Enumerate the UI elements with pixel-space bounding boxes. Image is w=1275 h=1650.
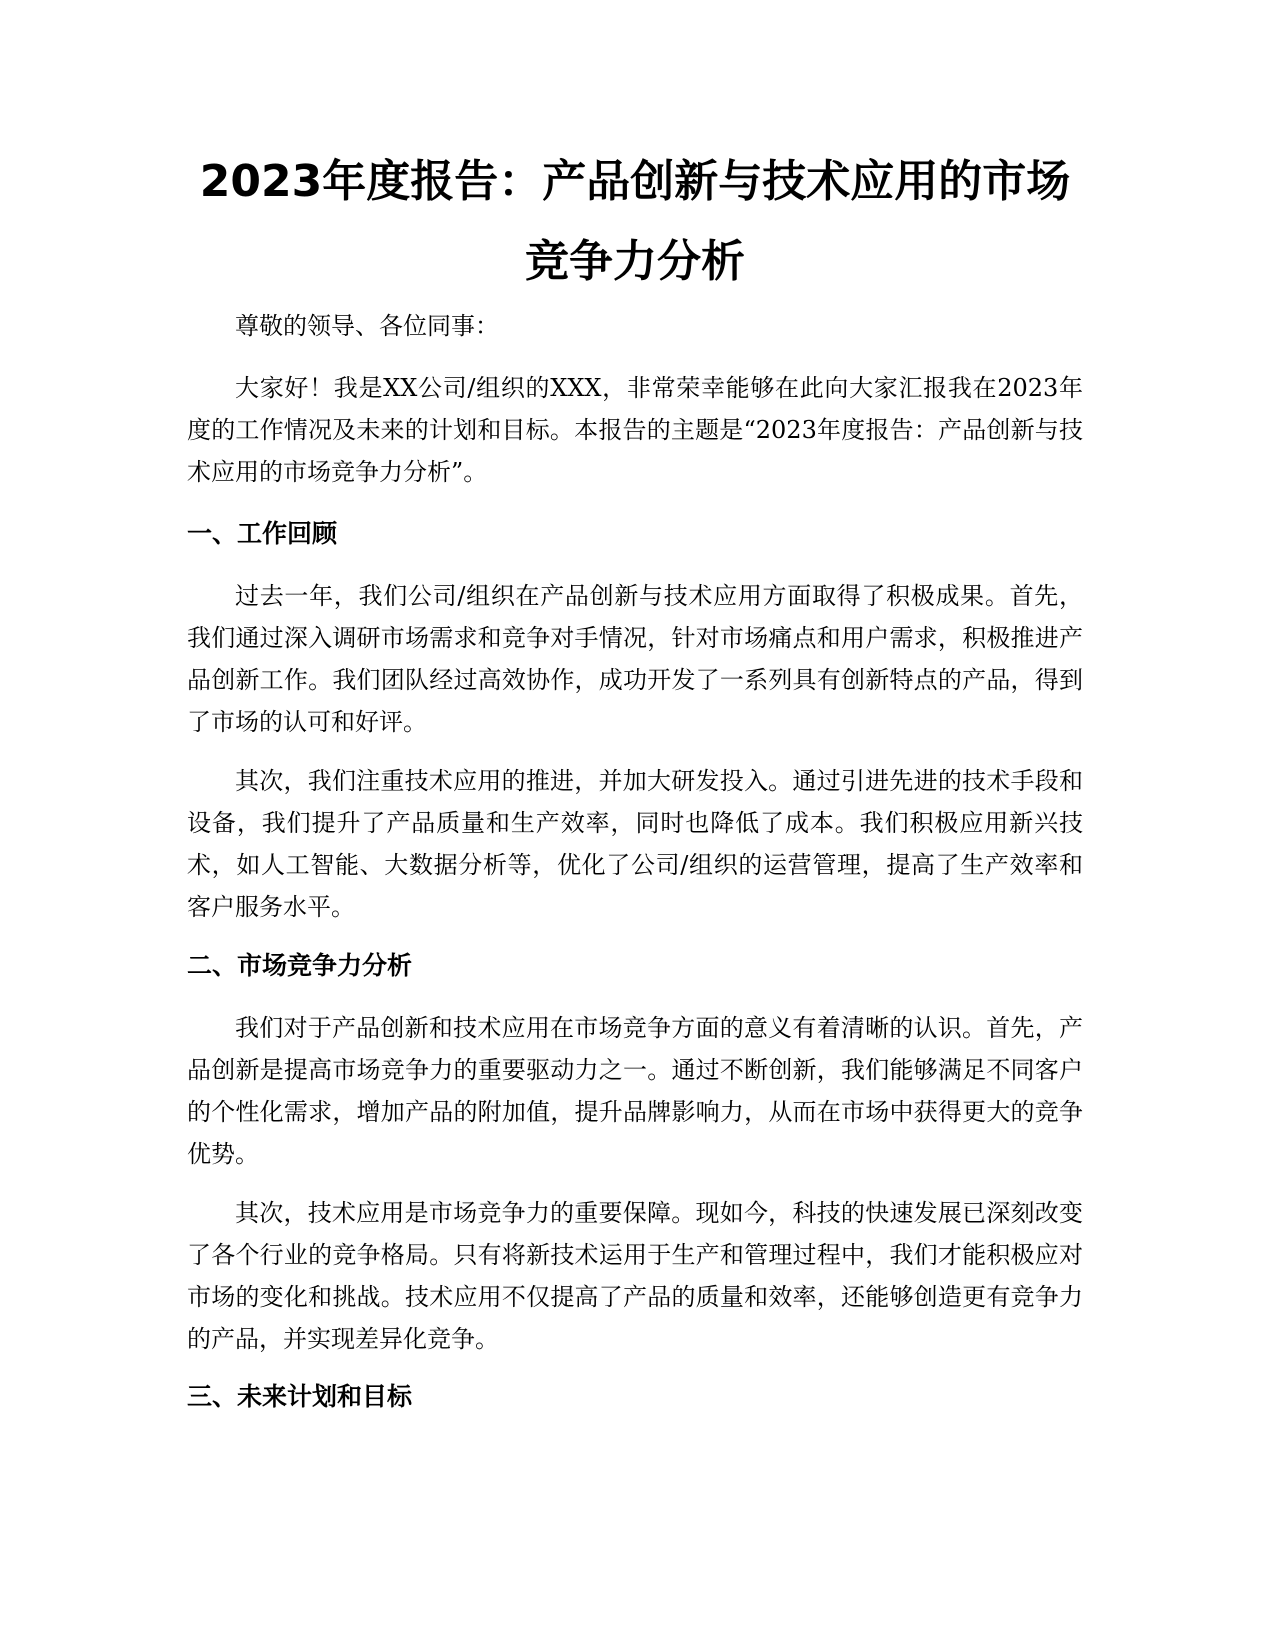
section-heading-work-review: 一、工作回顾 (187, 519, 338, 548)
market-analysis-paragraph-2: 其次，技术应用是市场竞争力的重要保障。现如今，科技的快速发展已深刻改变了各个行业的竞争格局。只有将新技术运用于生产和管理过程中，我们才能积极应对市场的变化和挑战。技术应用不仅提高了产品的质量和效率，还能够创造更有竞争力的产品，并实现差异化竞争。 (187, 1199, 1083, 1353)
work-review-paragraph-1: 过去一年，我们公司/组织在产品创新与技术应用方面取得了积极成果。首先，我们通过深入调研市场需求和竞争对手情况，针对市场痛点和用户需求，积极推进产品创新工作。我们团队经过高效协作，成功开发了一系列具有创新特点的产品，得到了市场的认可和好评。 (187, 582, 1083, 736)
section-heading-future-plans: 三、未来计划和目标 (187, 1382, 413, 1411)
intro-paragraph: 大家好！我是XX公司/组织的XXX，非常荣幸能够在此向大家汇报我在2023年度的工作情况及未来的计划和目标。本报告的主题是“2023年度报告：产品创新与技术应用的市场竞争力分析”。 (187, 374, 1083, 486)
section-heading-market-analysis: 二、市场竞争力分析 (187, 951, 413, 980)
salutation: 尊敬的领导、各位同事： (235, 312, 499, 340)
document-title: 2023年度报告：产品创新与技术应用的市场竞争力分析 (199, 156, 1071, 287)
market-analysis-paragraph-1: 我们对于产品创新和技术应用在市场竞争方面的意义有着清晰的认识。首先，产品创新是提高市场竞争力的重要驱动力之一。通过不断创新，我们能够满足不同客户的个性化需求，增加产品的附加值，提升品牌影响力，从而在市场中获得更大的竞争优势。 (187, 1014, 1083, 1168)
work-review-paragraph-2: 其次，我们注重技术应用的推进，并加大研发投入。通过引进先进的技术手段和设备，我们提升了产品质量和生产效率，同时也降低了成本。我们积极应用新兴技术，如人工智能、大数据分析等，优化了公司/组织的运营管理，提高了生产效率和客户服务水平。 (187, 767, 1083, 921)
